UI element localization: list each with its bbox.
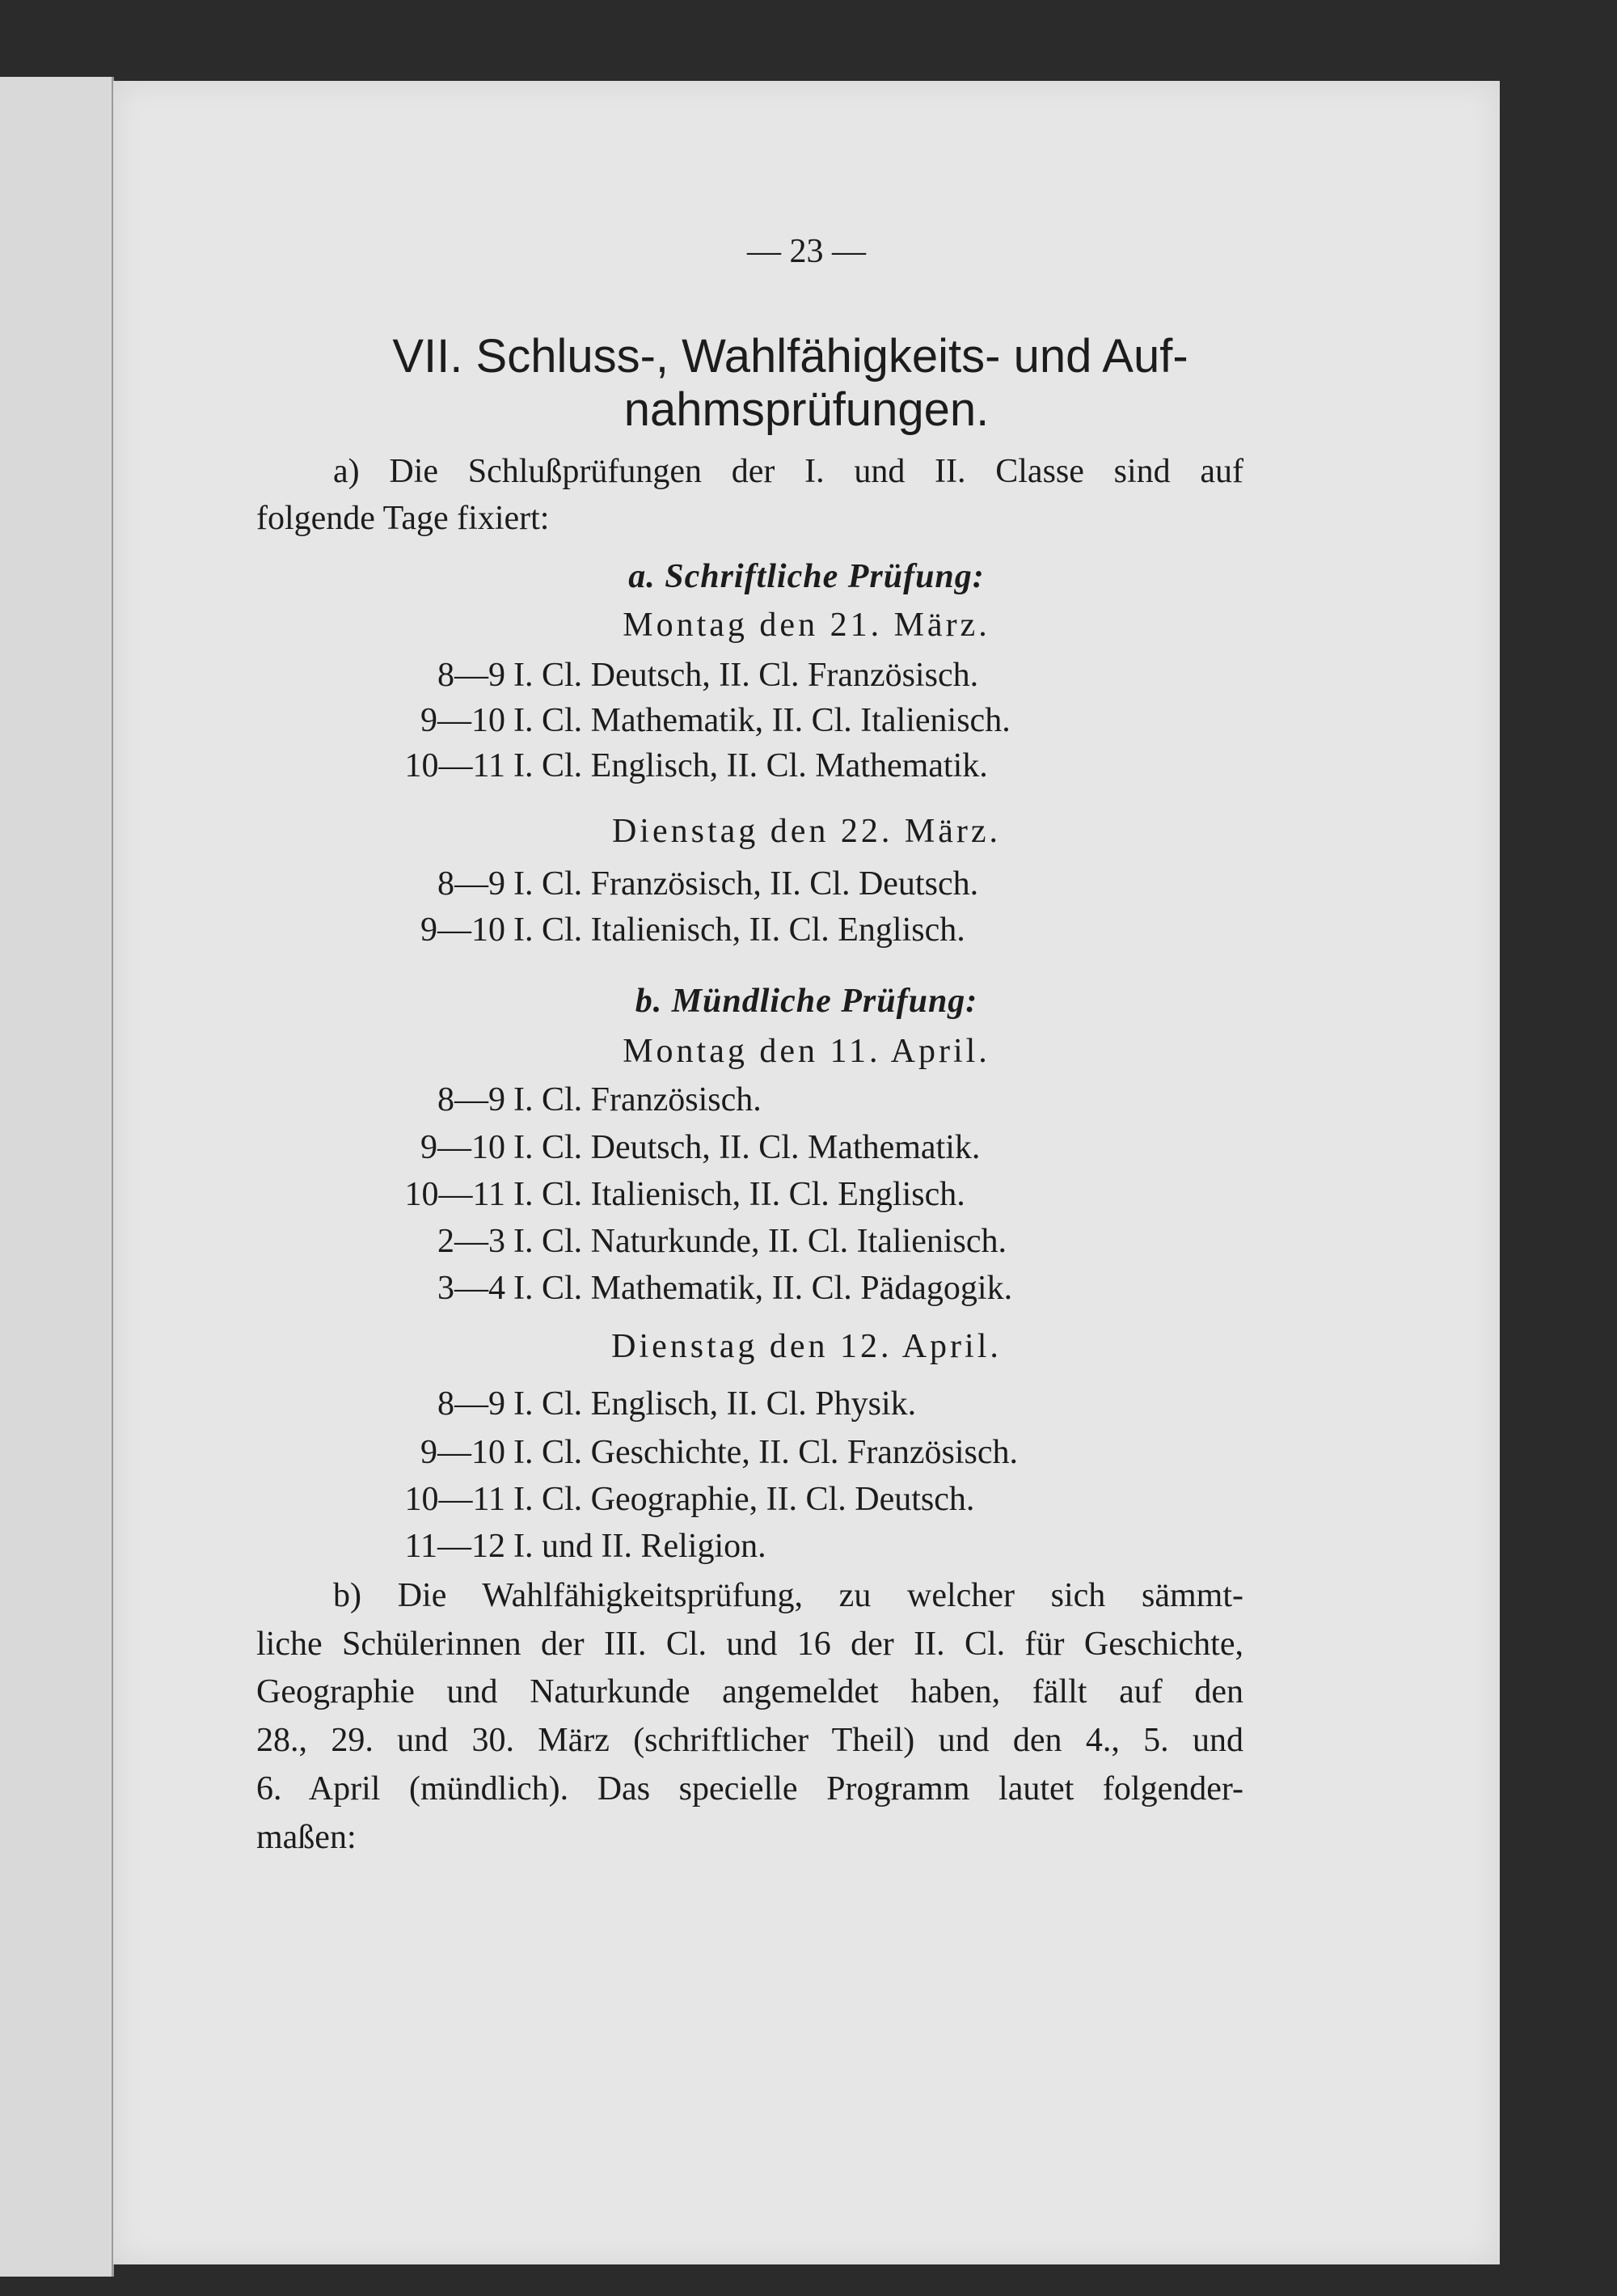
paragraph-b-line: 6. April (mündlich). Das specielle Programm lautet folgender- (256, 1770, 1243, 1808)
time: 10—11 (404, 1481, 505, 1518)
subjects: I. Cl. Mathematik, II. Cl. Pädagogik. (513, 1270, 1013, 1307)
paragraph-b-line: liche Schülerinnen der III. Cl. und 16 der II. Cl. für Geschichte, (256, 1626, 1243, 1663)
written-exam-heading: a. Schriftliche Prüfung: (628, 558, 985, 595)
section-title-line-2: nahmsprüfungen. (623, 383, 990, 436)
subjects: I. Cl. Naturkunde, II. Cl. Italienisch. (513, 1223, 1007, 1260)
document-page (113, 81, 1500, 2264)
time: 8—9 (437, 657, 505, 694)
paragraph-b-line: maßen: (256, 1819, 357, 1856)
paragraph-b-line: b) Die Wahlfähigkeitsprüfung, zu welcher sich sämmt- (333, 1577, 1243, 1614)
day-heading: Montag den 21. März. (623, 607, 990, 644)
time: 11—12 (404, 1528, 505, 1565)
day-heading: Dienstag den 12. April. (611, 1328, 1002, 1365)
subjects: I. Cl. Geschichte, II. Cl. Französisch. (513, 1434, 1019, 1471)
day-heading: Montag den 11. April. (623, 1033, 990, 1070)
subjects: I. und II. Religion. (513, 1528, 766, 1565)
section-title-line-1: VII. Schluss-, Wahlfähigkeits- und Auf- (392, 330, 1188, 383)
time: 10—11 (404, 1176, 505, 1213)
time: 8—9 (437, 1081, 505, 1118)
time: 8—9 (437, 1385, 505, 1423)
day-heading: Dienstag den 22. März. (611, 813, 1002, 850)
time: 9—10 (420, 702, 505, 739)
time: 9—10 (420, 1129, 505, 1166)
subjects: I. Cl. Englisch, II. Cl. Mathematik. (513, 747, 988, 784)
subjects: I. Cl. Italienisch, II. Cl. Englisch. (513, 1176, 965, 1213)
time: 2—3 (437, 1223, 505, 1260)
paragraph-a-line: a) Die Schlußprüfungen der I. und II. Classe sind auf (333, 453, 1243, 490)
paragraph-b-line: 28., 29. und 30. März (schriftlicher Theil) und den 4., 5. und (256, 1722, 1243, 1759)
facing-page-edge (0, 77, 114, 2277)
time: 8—9 (437, 865, 505, 903)
subjects: I. Cl. Deutsch, II. Cl. Französisch. (513, 657, 979, 694)
subjects: I. Cl. Französisch. (513, 1081, 762, 1118)
oral-exam-heading: b. Mündliche Prüfung: (635, 983, 978, 1020)
subjects: I. Cl. Italienisch, II. Cl. Englisch. (513, 911, 965, 949)
time: 9—10 (420, 1434, 505, 1471)
paragraph-a-line: folgende Tage fixiert: (256, 500, 550, 537)
time: 9—10 (420, 911, 505, 949)
paragraph-b-line: Geographie und Naturkunde angemeldet haben, fällt auf den (256, 1673, 1243, 1710)
subjects: I. Cl. Französisch, II. Cl. Deutsch. (513, 865, 979, 903)
subjects: I. Cl. Englisch, II. Cl. Physik. (513, 1385, 917, 1423)
subjects: I. Cl. Deutsch, II. Cl. Mathematik. (513, 1129, 981, 1166)
time: 10—11 (404, 747, 505, 784)
page-number: — 23 — (747, 233, 866, 270)
time: 3—4 (437, 1270, 505, 1307)
subjects: I. Cl. Geographie, II. Cl. Deutsch. (513, 1481, 975, 1518)
subjects: I. Cl. Mathematik, II. Cl. Italienisch. (513, 702, 1011, 739)
